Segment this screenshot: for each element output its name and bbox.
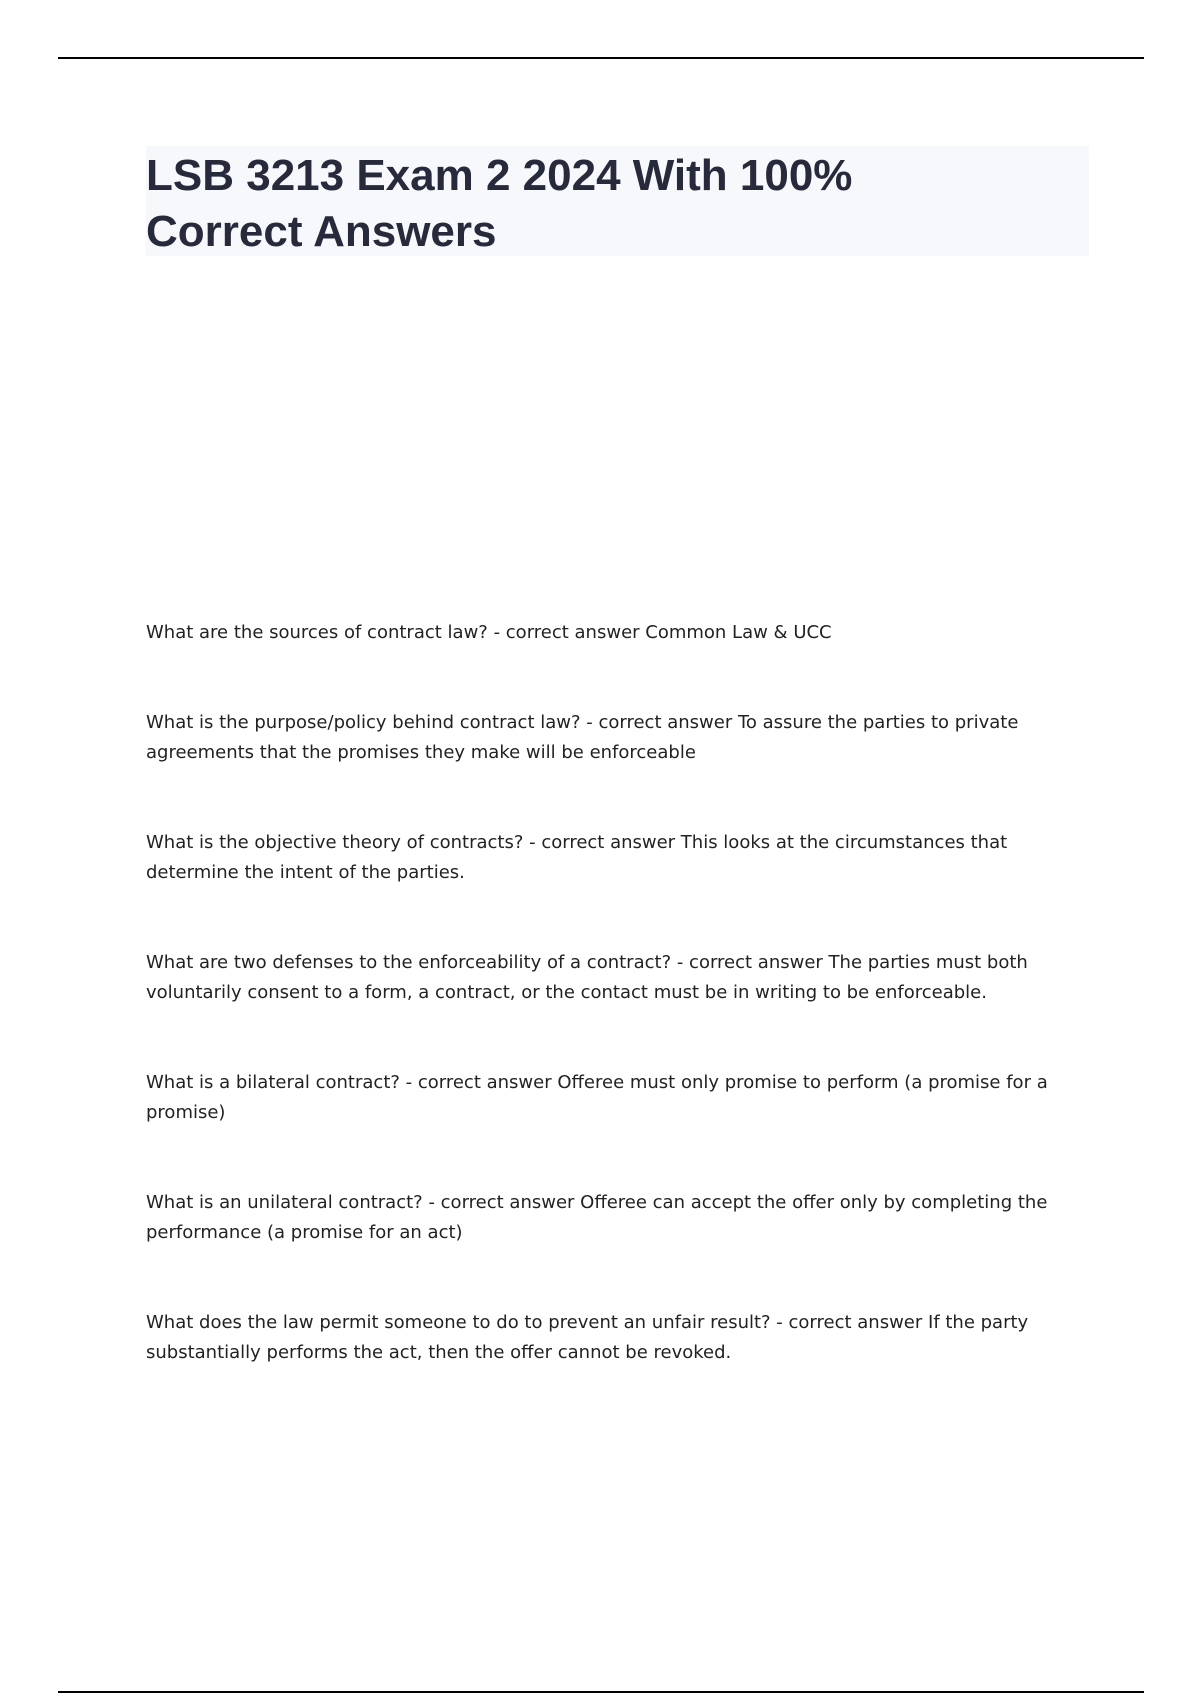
- qa-item: What are two defenses to the enforceability of a contract? - correct answer The parties must both voluntarily consent to a form, a contract, or the contact must be in writing to be enforceable.: [146, 952, 1028, 1003]
- qa-item: What does the law permit someone to do to prevent an unfair result? - correct answer If the party substantially performs the act, then the offer cannot be revoked.: [146, 1312, 1029, 1363]
- qa-item: What is a bilateral contract? - correct answer Offeree must only promise to perform (a promise for a promise): [146, 1072, 1048, 1123]
- top-rule: [58, 57, 1144, 59]
- title-band: [146, 146, 1089, 256]
- document-title: LSB 3213 Exam 2 2024 With 100% Correct Answers: [146, 151, 853, 256]
- qa-item: What is the purpose/policy behind contract law? - correct answer To assure the parties to private agreements that the promises they make will be enforceable: [146, 712, 1019, 763]
- qa-list: [146, 618, 1086, 1428]
- qa-item: What are the sources of contract law? - correct answer Common Law & UCC: [146, 622, 832, 643]
- qa-item: What is an unilateral contract? - correct answer Offeree can accept the offer only by completing the performance (a promise for an act): [146, 1192, 1048, 1243]
- bottom-rule: [58, 1691, 1144, 1693]
- qa-item: What is the objective theory of contracts? - correct answer This looks at the circumstances that determine the intent of the parties.: [146, 832, 1008, 883]
